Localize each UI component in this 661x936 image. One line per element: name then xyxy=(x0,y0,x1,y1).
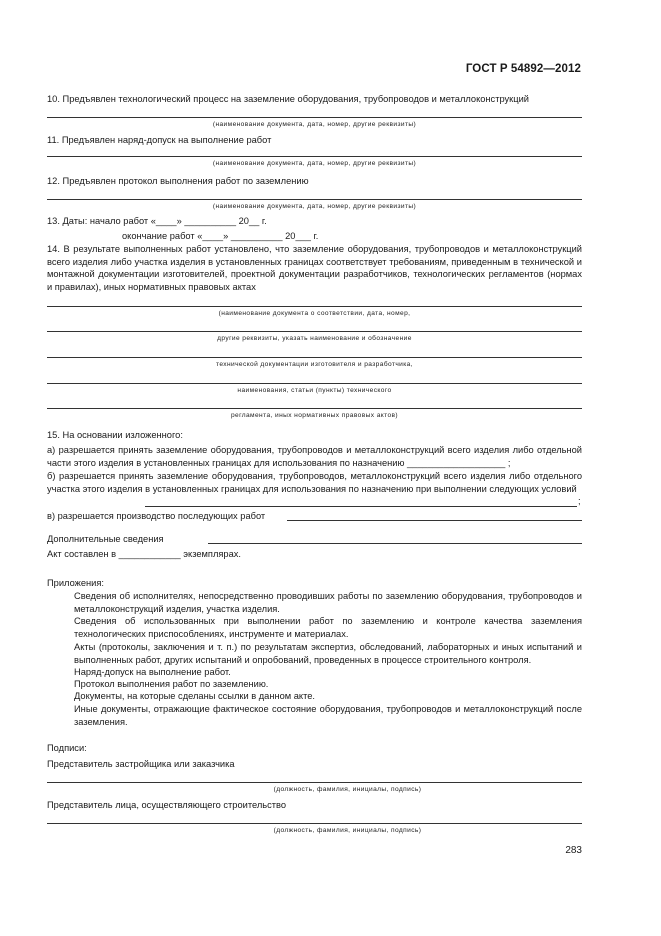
item-14-caption-5: регламента, иных нормативных правовых актов) xyxy=(230,412,399,419)
item-10-text: 10. Предъявлен технологический процесс на заземление оборудования, трубопроводов и металлоконструкций xyxy=(47,94,529,104)
item-14-caption-2: другие реквизиты, указать наименование и обозначение xyxy=(217,335,412,342)
item-11-text: 11. Предъявлен наряд-допуск на выполнение работ xyxy=(47,135,272,145)
item-14-caption-1: (наименование документа о соответствии, дата, номер, xyxy=(218,310,411,317)
item-14-caption-3: технической документации изготовителя и разработчика, xyxy=(216,361,413,368)
additional-info-line xyxy=(208,543,582,544)
additional-info-label: Дополнительные сведения xyxy=(47,534,164,544)
builder-signature-line xyxy=(47,823,582,824)
item-15c-line xyxy=(287,520,582,521)
page-number: 283 xyxy=(565,845,582,856)
item-14-line-4 xyxy=(47,383,582,384)
developer-signature-caption: (должность, фамилия, инициалы, подпись) xyxy=(273,786,422,793)
appendix-entry-6: Документы, на которые сделаны ссылки в данном акте. xyxy=(74,691,316,701)
appendix-entry-4: Наряд-допуск на выполнение работ. xyxy=(74,667,231,677)
item-12-line xyxy=(47,199,582,200)
item-12-caption: (наименование документа, дата, номер, другие реквизиты) xyxy=(212,203,417,210)
appendix-title: Приложения: xyxy=(47,578,104,588)
item-14-caption-4: наименования, статьи (пункты) технического xyxy=(237,387,392,394)
item-15-text: 15. На основании изложенного: xyxy=(47,430,183,440)
item-11-caption: (наименование документа, дата, номер, другие реквизиты) xyxy=(212,160,417,167)
item-10-caption: (наименование документа, дата, номер, другие реквизиты) xyxy=(212,121,417,128)
item-15b-end: ; xyxy=(578,496,581,506)
appendix-entry-7: Иные документы, отражающие фактическое состояние оборудования, трубопроводов и металлоконструкций после заземления. xyxy=(74,704,582,727)
item-14-line-5 xyxy=(47,408,582,409)
standard-header: ГОСТ Р 54892—2012 xyxy=(465,63,581,75)
copies-label: Акт составлен в ____________ экземплярах. xyxy=(47,549,241,559)
item-13-start: 13. Даты: начало работ «____» __________ 20__ г. xyxy=(47,216,267,226)
item-10-line xyxy=(47,117,582,118)
appendix-entry-2: Сведения об использованных при выполнении работ по заземлению и контроле качества заземления технологических приспособлениях, инструменте и материалах. xyxy=(74,616,582,639)
appendix-entry-1: Сведения об исполнителях, непосредственно проводивших работы по заземлению оборудования, трубопроводов и металлоконструкций изделия, участка изделия. xyxy=(74,591,582,614)
item-14-line-2 xyxy=(47,331,582,332)
builder-representative-label: Представитель лица, осуществляющего строительство xyxy=(47,800,287,810)
item-14-text: 14. В результате выполненных работ установлено, что заземление оборудования, трубопроводов и металлоконструкций всего изделия либо участка изделия в установленных границах соответствует требованиям, приведенным в технической и монтажной документации изготовителей, проектной документации разработчиков, технологических регламентов (нормах и правилах), иных нормативных правовых актах xyxy=(47,244,582,292)
item-13-end: окончание работ «____» __________ 20___ г. xyxy=(122,231,319,241)
developer-signature-line xyxy=(47,782,582,783)
item-15b-text: б) разрешается принять заземление оборудования, трубопроводов, металлоконструкций всего изделия либо отдельного участка этого изделия в установленных границах для использования по назначению при выполнении следующих условий xyxy=(47,471,582,494)
appendix-entry-5: Протокол выполнения работ по заземлению. xyxy=(74,679,269,689)
item-11-line xyxy=(47,156,582,157)
item-15c-text: в) разрешается производство последующих работ xyxy=(47,511,266,521)
item-14-line-1 xyxy=(47,306,582,307)
item-15b-line xyxy=(145,506,577,507)
item-12-text: 12. Предъявлен протокол выполнения работ по заземлению xyxy=(47,176,309,186)
item-15a-text: а) разрешается принять заземление оборудования, трубопроводов и металлоконструкций всего изделия либо отдельной части этого изделия в установленных границах для использования по назначению ___________________ ; xyxy=(47,445,582,468)
item-14-line-3 xyxy=(47,357,582,358)
signatures-title: Подписи: xyxy=(47,743,87,753)
developer-representative-label: Представитель застройщика или заказчика xyxy=(47,759,235,769)
appendix-entry-3: Акты (протоколы, заключения и т. п.) по результатам экспертиз, обследований, лабораторных и иных испытаний и выполненных работ, других испытаний и опробований, проведенных в процессе строительного контроля. xyxy=(74,642,582,665)
builder-signature-caption: (должность, фамилия, инициалы, подпись) xyxy=(273,827,422,834)
